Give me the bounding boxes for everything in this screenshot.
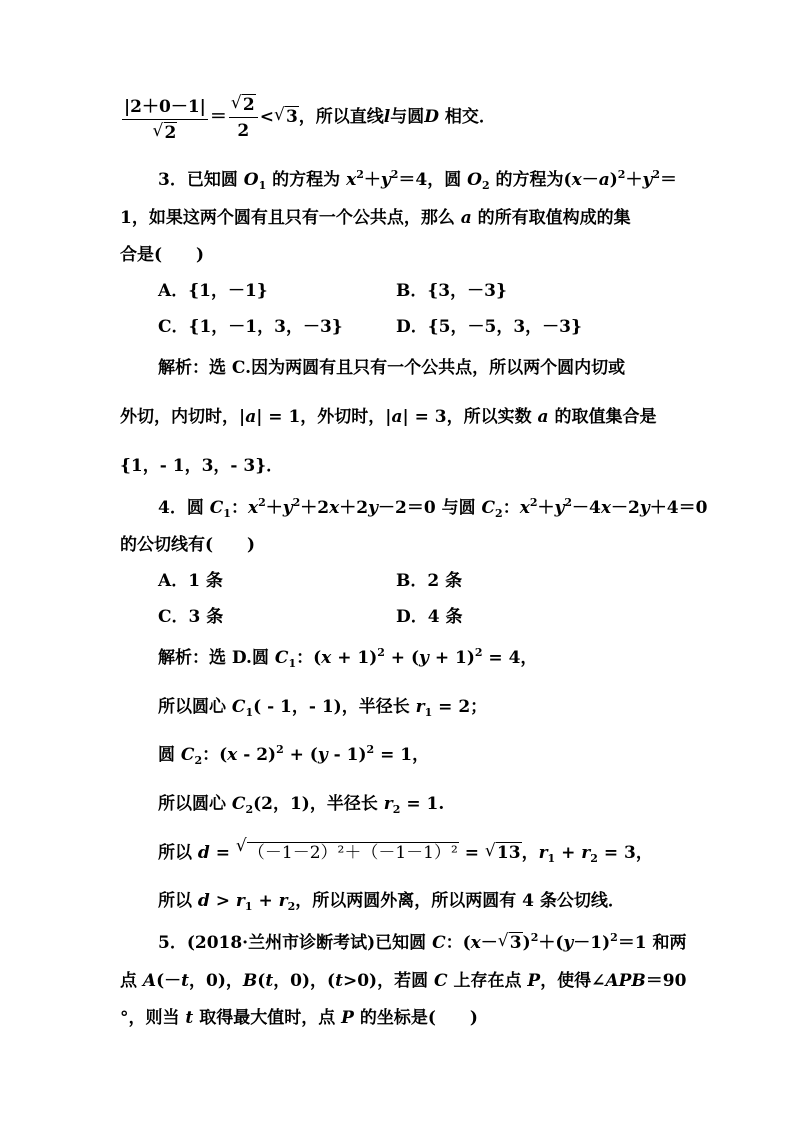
q3-line-2: 1，如果这两个圆有且只有一个公共点，那么 a 的所有取值构成的集: [120, 208, 631, 228]
q4-analysis-3: 圆 $C_2$：(x - 2)$^2$ + (y - 1)$^2$ = 1，: [158, 743, 430, 767]
q3-analysis-2: 外切，内切时，|a| = 1，外切时，|a| = 3，所以实数 a 的取值集合是: [120, 407, 657, 427]
q3-analysis-1: 解析：选 C.因为两圆有且只有一个公共点，所以两个圆内切或: [158, 358, 626, 378]
sqrt-distance: √ （－1－2）²＋（－1－1）²: [236, 838, 459, 863]
q4-option-d: D．4 条: [396, 607, 463, 627]
fraction-sqrt2-over-2: √ $\frac{2}{2}$: [229, 95, 258, 141]
fraction-distance: |2＋0－1| √ 2: [122, 92, 208, 143]
q3-option-a: A．{1，－1}: [158, 281, 268, 301]
q4-option-b: B．2 条: [396, 571, 463, 591]
q4-analysis-2: 所以圆心 $C_1( - 1$，- 1)，半径长 $r_1 = 2$；: [158, 697, 488, 719]
q3-option-c: C．{1，－1，3，－3}: [158, 317, 343, 337]
q3-option-b: B．{3，－3}: [396, 281, 507, 301]
q3-analysis-3: {1，- 1，3，- 3}．: [120, 456, 284, 476]
q4-analysis-6: 所以 $d > r_1 + r_2$，所以两圆外离，所以两圆有 4 条公切线．: [158, 891, 625, 913]
q4-analysis-5: 所以 d = √ （－1－2）²＋（－1－1）² = √ 13，$r_1 + r_2 = 3$，: [158, 838, 653, 863]
q4-line-2: 的公切线有( ): [120, 535, 256, 555]
q5-line-1: 5．(2018·兰州市诊断考试)已知圆 C：(x－√ $3)^2+(y-1)^2=1$ 和两: [158, 928, 687, 953]
q3-option-d: D．{5，－5，3，－3}: [396, 317, 582, 337]
q5-line-2: 点 A(－t，0)，B(t，0)，(t>0)，若圆 C 上存在点 P，使得∠APB＝90: [120, 971, 687, 991]
q4-analysis-1: 解析：选 D.圆 $C_1$：$(x + 1)^2 + (y + 1)^2 = 4$，: [158, 646, 538, 670]
q4-analysis-4: 所以圆心 $C_2(2$，1)，半径长 $r_2 = 1$.: [158, 794, 445, 816]
q3-line-1: 3．已知圆 $O_1$ 的方程为 $x^2+y^2=4$，圆 $O_2$ 的方程为$(x-a)^2+y^2=$: [158, 168, 677, 192]
q5-line-3: °，则当 t 取得最大值时，点 P 的坐标是( ): [120, 1008, 478, 1028]
line-conclusion-1: |2＋0－1| √ 2 ＝ √ $\frac{2}{2}$ <√ 3，所以直线l与圆D 相交．: [120, 92, 496, 143]
q3-line-3: 合是( ): [120, 245, 205, 265]
q4-option-c: C．3 条: [158, 607, 224, 627]
q4-option-a: A．1 条: [158, 571, 223, 591]
q4-line-1: 4．圆 $C_1$：$x^2+y^2+2x+2y-2=0$ 与圆 $C_2$：$x^2+y^2-4x-2y+4=0$: [158, 496, 708, 520]
sqrt-sign: √ 2: [153, 123, 178, 143]
